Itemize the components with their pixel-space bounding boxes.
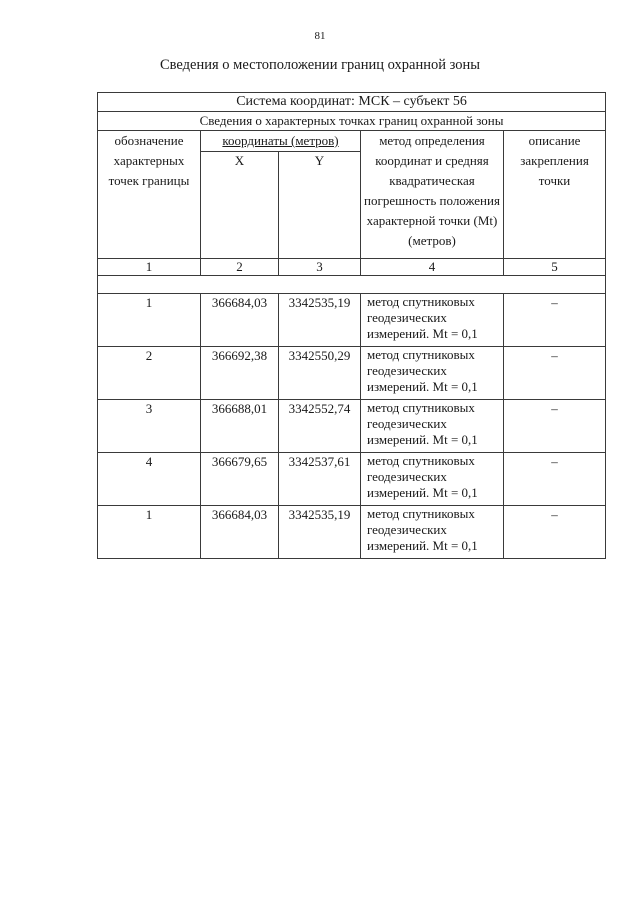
page-number: 81 <box>314 30 326 42</box>
description-cell: – <box>504 506 606 559</box>
header-y-cell: Y <box>279 152 361 259</box>
point-cell: 2 <box>98 347 201 400</box>
coordinate-system-row <box>98 93 606 112</box>
table-row <box>98 347 606 400</box>
description-cell: – <box>504 347 606 400</box>
x-cell: 366688,01 <box>201 400 279 453</box>
method-cell: метод спутниковых геодезических измерений. Mt = 0,1 <box>361 506 504 559</box>
x-cell: 366679,65 <box>201 453 279 506</box>
y-cell: 3342550,29 <box>279 347 361 400</box>
point-cell: 3 <box>98 400 201 453</box>
header-x-cell: X <box>201 152 279 259</box>
y-cell: 3342535,19 <box>279 294 361 347</box>
column-number: 3 <box>279 259 361 276</box>
point-cell: 1 <box>98 506 201 559</box>
method-cell: метод спутниковых геодезических измерений. Mt = 0,1 <box>361 294 504 347</box>
document-title: Сведения о местоположении границ охранной зоны <box>159 57 480 73</box>
header-row <box>98 131 606 152</box>
header-description-cell: описание закрепления точки <box>504 131 606 259</box>
header-coords-cell <box>201 131 361 152</box>
column-number: 5 <box>504 259 606 276</box>
point-cell: 1 <box>98 294 201 347</box>
y-cell: 3342535,19 <box>279 506 361 559</box>
point-cell: 4 <box>98 453 201 506</box>
description-cell: – <box>504 400 606 453</box>
column-numbers-row <box>98 259 606 276</box>
column-number: 2 <box>201 259 279 276</box>
x-cell: 366684,03 <box>201 294 279 347</box>
method-cell: метод спутниковых геодезических измерений. Mt = 0,1 <box>361 400 504 453</box>
y-cell: 3342552,74 <box>279 400 361 453</box>
section-title-cell: Сведения о характерных точках границ охранной зоны <box>98 112 606 131</box>
description-cell: – <box>504 294 606 347</box>
column-number: 4 <box>361 259 504 276</box>
blank-row <box>98 276 606 294</box>
header-method-cell: метод определения координат и средняя квадратическая погрешность положения характерной точки (Mt) (метров) <box>361 131 504 259</box>
table-row <box>98 400 606 453</box>
boundary-points-table <box>97 92 606 559</box>
blank-cell <box>98 276 606 294</box>
table-row <box>98 294 606 347</box>
column-number: 1 <box>98 259 201 276</box>
table-row <box>98 453 606 506</box>
y-cell: 3342537,61 <box>279 453 361 506</box>
x-cell: 366692,38 <box>201 347 279 400</box>
section-title-row <box>98 112 606 131</box>
method-cell: метод спутниковых геодезических измерений. Mt = 0,1 <box>361 453 504 506</box>
table-row <box>98 506 606 559</box>
method-cell: метод спутниковых геодезических измерений. Mt = 0,1 <box>361 347 504 400</box>
coordinate-system-cell: Система координат: МСК – субъект 56 <box>98 93 606 112</box>
x-cell: 366684,03 <box>201 506 279 559</box>
description-cell: – <box>504 453 606 506</box>
header-point-cell: обозначение характерных точек границы <box>98 131 201 259</box>
header-coords-label: координаты (метров) <box>222 133 339 148</box>
